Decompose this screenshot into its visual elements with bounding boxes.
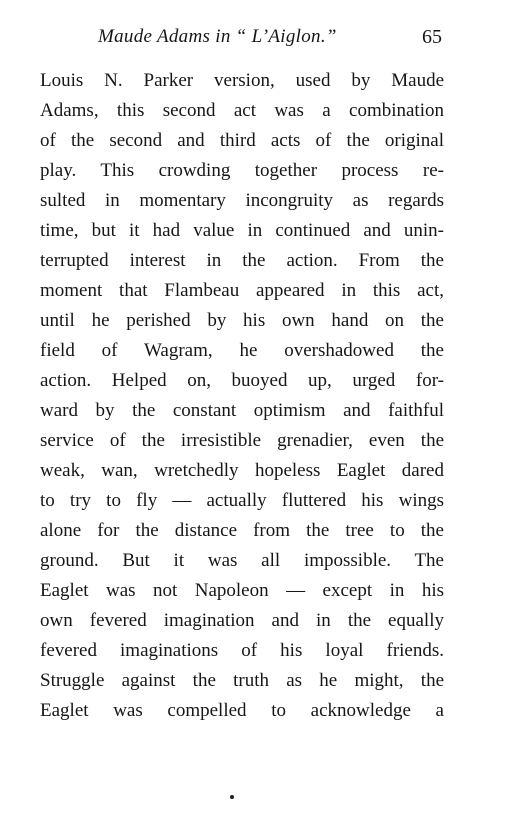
running-head (98, 22, 448, 52)
text-line: ward by the constant optimism and faithful (40, 400, 444, 421)
text-line: sulted in momentary incongruity as regards (40, 190, 444, 211)
text-line: moment that Flambeau appeared in this act, (40, 280, 444, 301)
page-number: 65 (422, 26, 442, 48)
text-line: Struggle against the truth as he might, the (40, 670, 444, 691)
text-line: alone for the distance from the tree to the (40, 520, 444, 541)
text-line: Louis N. Parker version, used by Maude (40, 70, 444, 91)
running-title: Maude Adams in “ L’Aiglon.” (98, 26, 337, 47)
text-line: weak, wan, wretchedly hopeless Eaglet dared (40, 460, 444, 481)
text-line: Eaglet was compelled to acknowledge a (40, 700, 444, 721)
text-line: field of Wagram, he overshadowed the (40, 340, 444, 361)
text-line: ground. But it was all impossible. The (40, 550, 444, 571)
text-line: fevered imaginations of his loyal friends. (40, 640, 444, 661)
text-line: to try to fly — actually fluttered his wings (40, 490, 444, 511)
text-line: until he perished by his own hand on the (40, 310, 444, 331)
text-line: Adams, this second act was a combination (40, 100, 444, 121)
text-line: terrupted interest in the action. From the (40, 250, 444, 271)
body-text (40, 66, 444, 726)
text-line: action. Helped on, buoyed up, urged for- (40, 370, 444, 391)
text-line: own fevered imagination and in the equally (40, 610, 444, 631)
text-line: of the second and third acts of the original (40, 130, 444, 151)
text-line: service of the irresistible grenadier, even the (40, 430, 444, 451)
text-line: play. This crowding together process re- (40, 160, 444, 181)
text-line: time, but it had value in continued and unin- (40, 220, 444, 241)
text-line: Eaglet was not Napoleon — except in his (40, 580, 444, 601)
footer-mark (230, 795, 234, 799)
